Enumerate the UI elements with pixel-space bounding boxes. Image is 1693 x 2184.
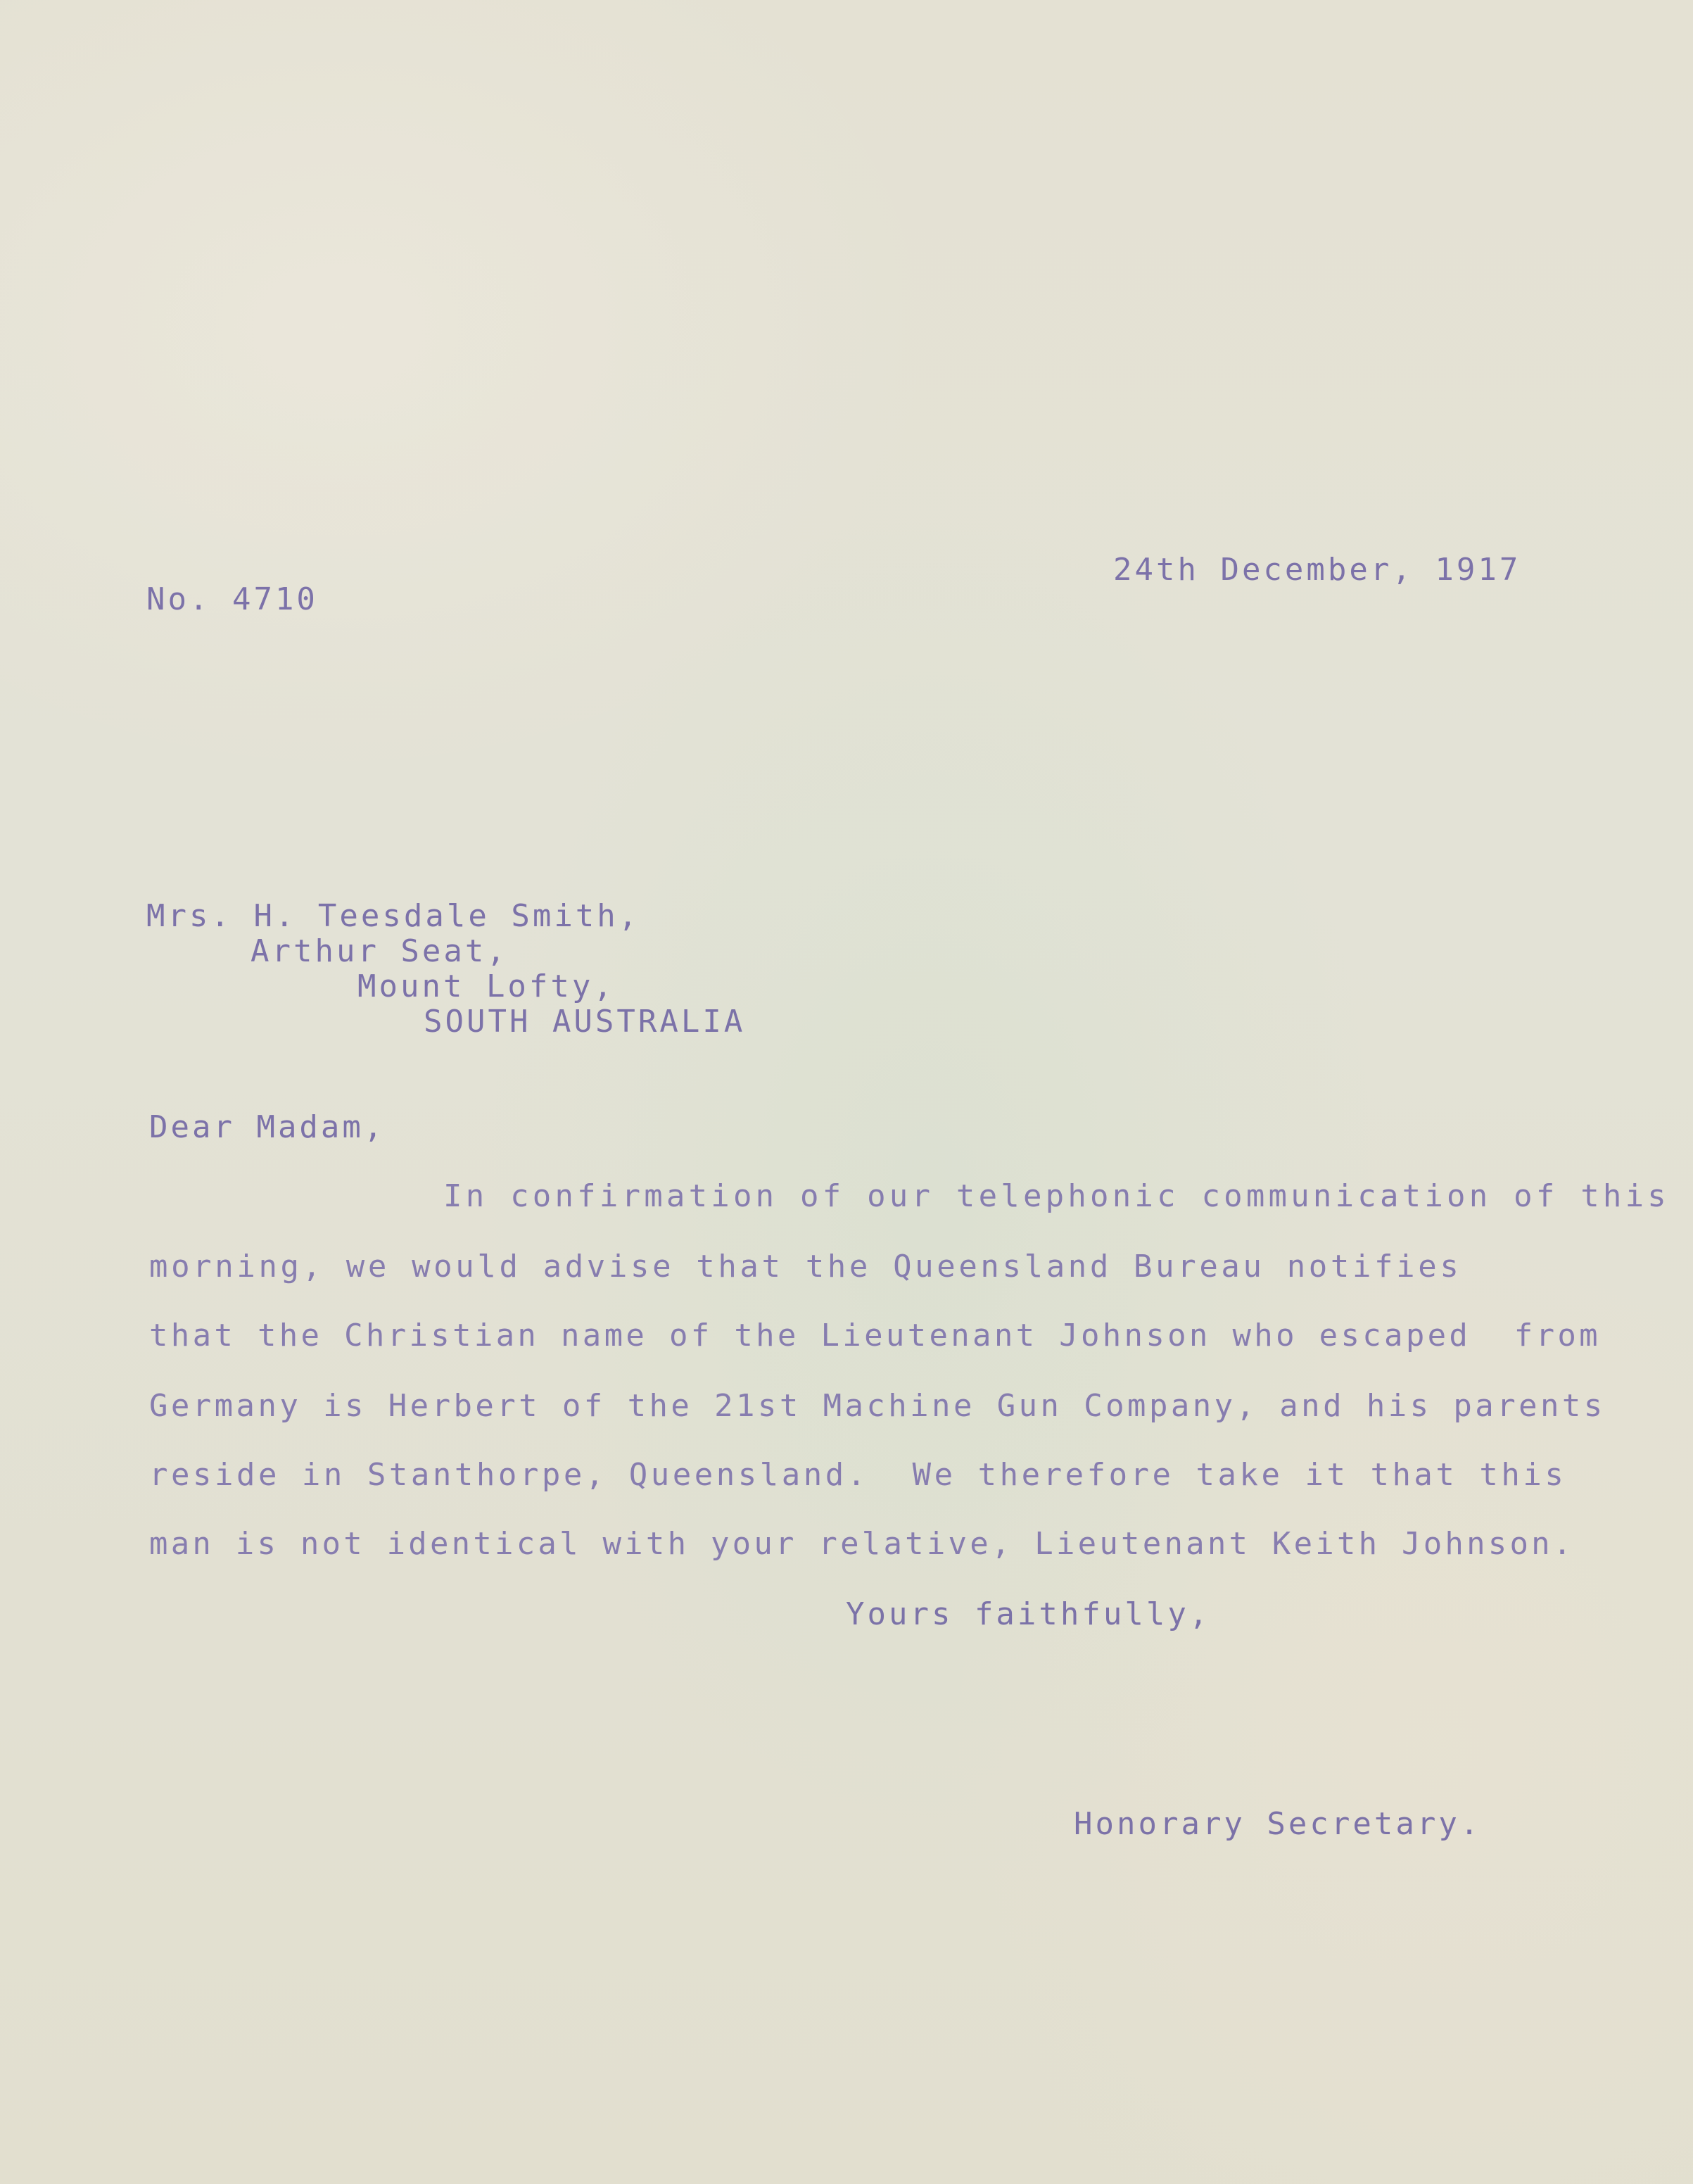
recipient-address-line-2: Mount Lofty, (357, 968, 615, 1004)
reference-number: No. 4710 (146, 581, 318, 617)
closing: Yours faithfully, (846, 1596, 1211, 1632)
body-line: man is not identical with your relative, Lieutenant Keith Johnson. (149, 1526, 1575, 1562)
body-line: reside in Stanthorpe, Queensland. We therefore take it that this (149, 1457, 1567, 1493)
body-line: Germany is Herbert of the 21st Machine Gun Company, and his parents (149, 1388, 1606, 1424)
recipient-name: Mrs. H. Teesdale Smith, (146, 898, 640, 934)
salutation: Dear Madam, (149, 1109, 386, 1145)
body-line: morning, we would advise that the Queensland Bureau notifies (149, 1249, 1462, 1284)
body-line: In confirmation of our telephonic communication of this (443, 1178, 1670, 1214)
signature-title: Honorary Secretary. (1074, 1806, 1482, 1842)
body-line: that the Christian name of the Lieutenant Johnson who escaped from (149, 1318, 1601, 1353)
letter-date: 24th December, 1917 (1113, 552, 1521, 588)
recipient-address-line-3: SOUTH AUSTRALIA (424, 1004, 746, 1040)
recipient-address-line-1: Arthur Seat, (251, 933, 508, 969)
